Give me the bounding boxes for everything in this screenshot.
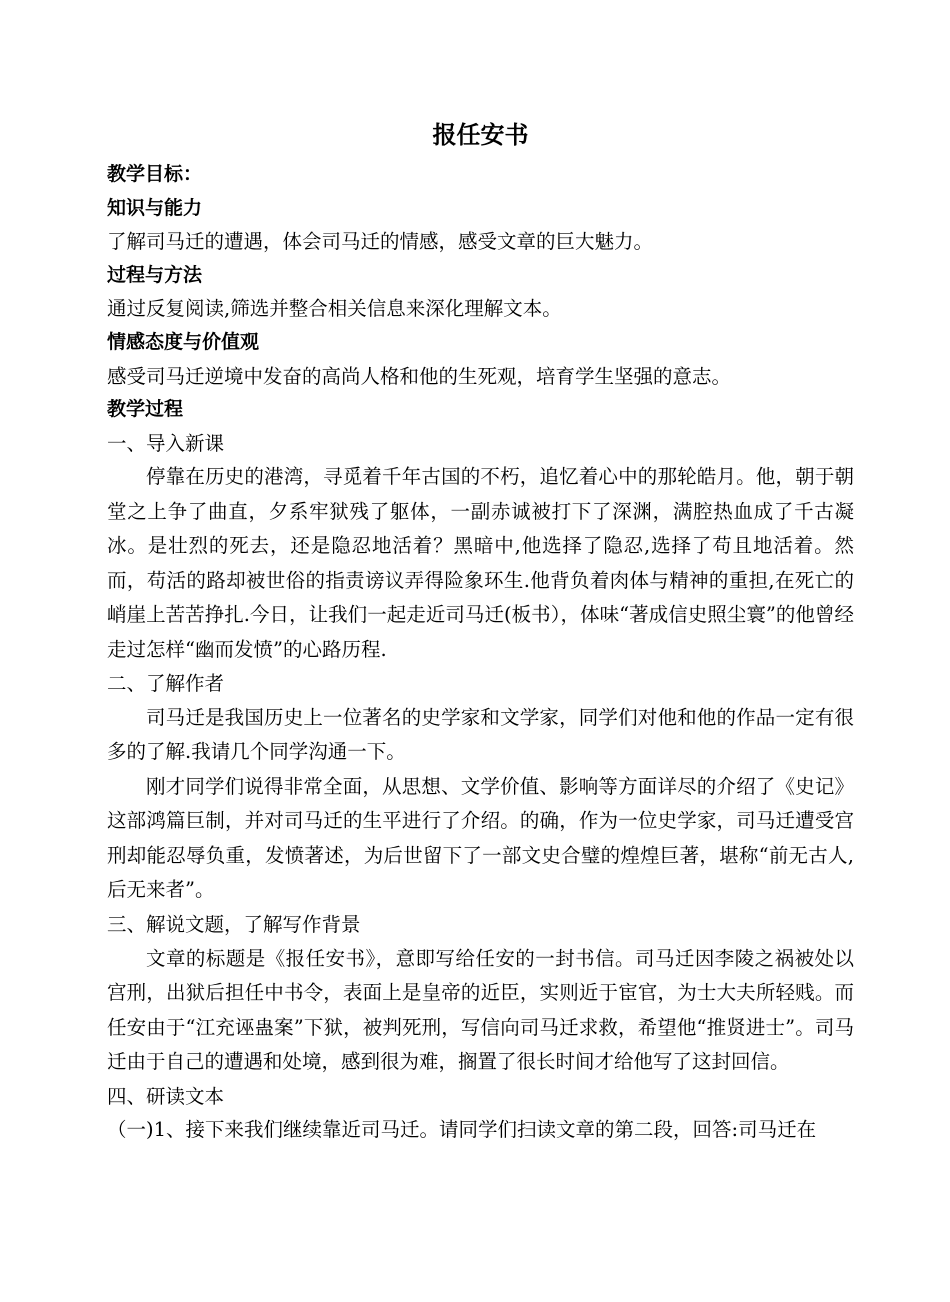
section-2-paragraph-1: 司马迁是我国历史上一位著名的史学家和文学家，同学们对他和他的作品一定有很多的了解.我请几个同学沟通一下。: [107, 705, 854, 764]
emotion-heading: 情感态度与价值观: [107, 330, 260, 353]
section-3-paragraph: 文章的标题是《报任安书》，意即写给任安的一封书信。司马迁因李陵之祸被处以宫刑，出狱后担任中书令，表面上是皇帝的近臣，实则近于宦官，为士大夫所轻贱。而任安由于“江充诬蛊案”下狱，被判死刑，写信向司马迁求救，希望他“推贤进士”。司马迁由于自己的遭遇和处境，感到很为难，搁置了很长时间才给他写了这封回信。: [107, 946, 854, 1074]
document-title: 报任安书: [432, 121, 529, 149]
emotion-text: 感受司马迁逆境中发奋的高尚人格和他的生死观，培育学生坚强的意志。: [107, 364, 732, 388]
knowledge-text: 了解司马迁的遭遇，体会司马迁的情感，感受文章的巨大魅力。: [107, 230, 654, 254]
section-4-line: （一)1、接下来我们继续靠近司马迁。请同学们扫读文章的第二段，回答:司马迁在: [107, 1118, 817, 1142]
section-2-title: 二、了解作者: [107, 672, 225, 696]
teaching-process-heading: 教学过程: [107, 398, 184, 421]
section-2-paragraph-2: 刚才同学们说得非常全面，从思想、文学价值、影响等方面详尽的介绍了《史记》这部鸿篇巨制，并对司马迁的生平进行了介绍。的确，作为一位史学家，司马迁遭受宫刑却能忍辱负重，发愤著述，为后世留下了一部文史合璧的煌煌巨著，堪称“前无古人,后无来者”。: [107, 774, 854, 902]
section-1-title: 一、导入新课: [107, 431, 225, 455]
knowledge-heading: 知识与能力: [107, 196, 203, 219]
section-4-title: 四、研读文本: [107, 1084, 225, 1108]
objectives-heading: 教学目标：: [107, 163, 203, 185]
process-heading: 过程与方法: [107, 263, 203, 286]
section-3-title: 三、解说文题，了解写作背景: [107, 912, 361, 936]
process-text: 通过反复阅读,筛选并整合相关信息来深化理解文本。: [107, 297, 562, 321]
section-1-paragraph: 停靠在历史的港湾，寻觅着千年古国的不朽，追忆着心中的那轮皓月。他，朝于朝堂之上争了曲直，夕系牢狱残了躯体，一副赤诚被打下了深渊，满腔热血成了千古凝冰。是壮烈的死去，还是隐忍地活着？黑暗中,他选择了隐忍,选择了苟且地活着。然而，苟活的路却被世俗的指责谤议弄得险象环生.他背负着肉体与精神的重担,在死亡的峭崖上苦苦挣扎.今日，让我们一起走近司马迁(板书），体味“著成信史照尘寰”的他曾经走过怎样“幽而发愤”的心路历程.: [107, 465, 854, 661]
